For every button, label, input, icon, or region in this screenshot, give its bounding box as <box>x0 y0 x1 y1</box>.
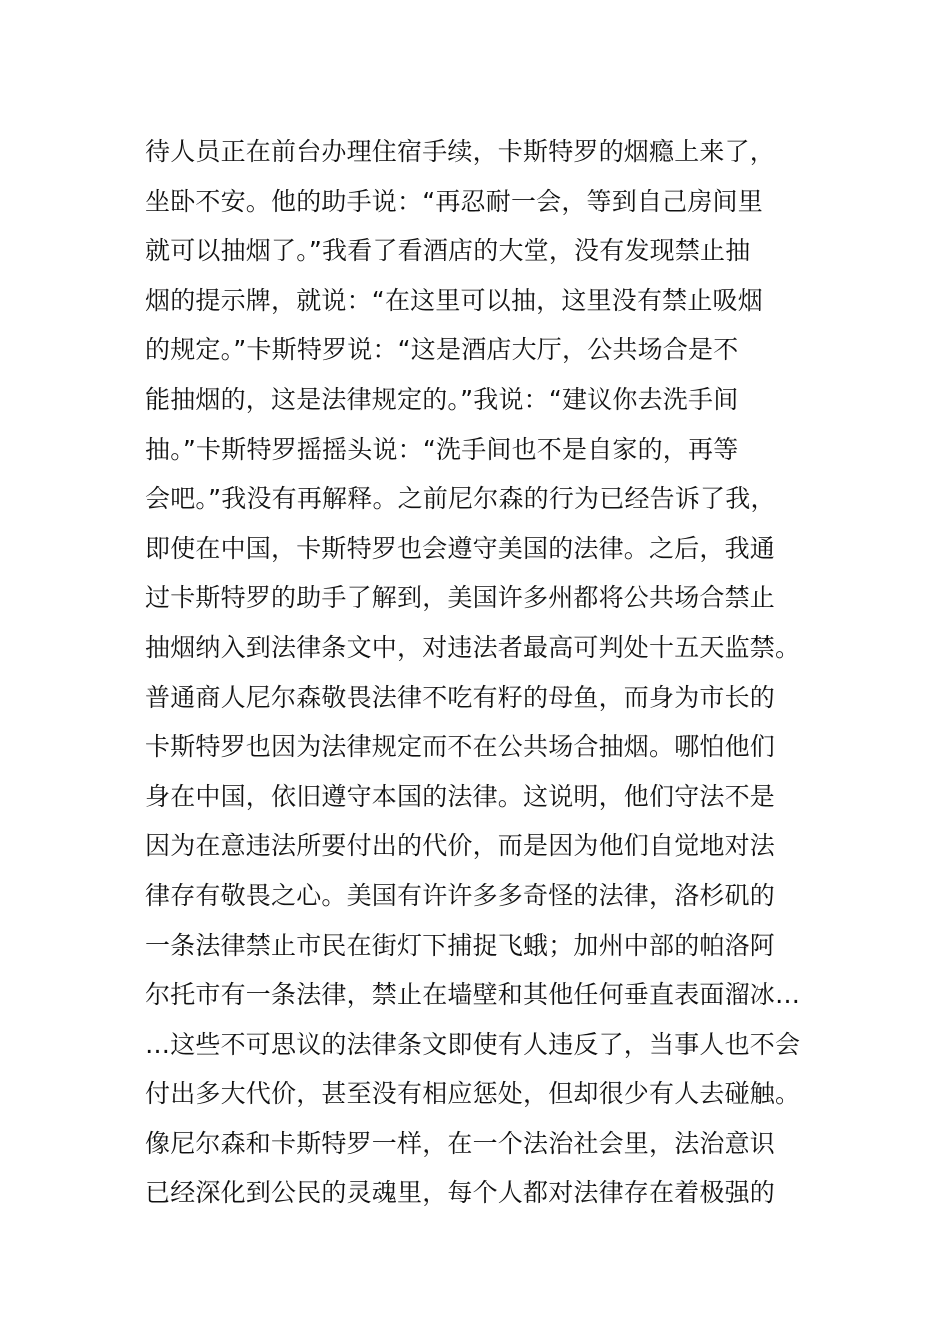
text-line: 身在中国，依旧遵守本国的法律。这说明，他们守法不是 <box>145 781 776 811</box>
text-line: 即使在中国，卡斯特罗也会遵守美国的法律。之后，我通 <box>145 533 776 563</box>
text-line: 像尼尔森和卡斯特罗一样，在一个法治社会里，法治意识 <box>145 1128 776 1158</box>
text-line: 能抽烟的，这是法律规定的。”我说：“建议你去洗手间 <box>145 384 739 414</box>
text-line: …这些不可思议的法律条文即使有人违反了，当事人也不会 <box>145 1029 801 1059</box>
text-line: 律存有敬畏之心。美国有许许多多奇怪的法律，洛杉矶的 <box>145 880 776 910</box>
text-line: 付出多大代价，甚至没有相应惩处，但却很少有人去碰触。 <box>145 1079 801 1109</box>
text-line: 卡斯特罗也因为法律规定而不在公共场合抽烟。哪怕他们 <box>145 732 776 762</box>
text-line: 烟的提示牌，就说：“在这里可以抽，这里没有禁止吸烟 <box>145 285 763 315</box>
text-line: 过卡斯特罗的助手了解到，美国许多州都将公共场合禁止 <box>145 583 776 613</box>
text-line: 已经深化到公民的灵魂里，每个人都对法律存在着极强的 <box>145 1178 776 1208</box>
text-line: 坐卧不安。他的助手说：“再忍耐一会，等到自己房间里 <box>145 186 763 216</box>
text-line: 待人员正在前台办理住宿手续，卡斯特罗的烟瘾上来了， <box>145 137 776 166</box>
text-line: 一条法律禁止市民在街灯下捕捉飞蛾；加州中部的帕洛阿 <box>145 930 776 960</box>
text-line: 会吧。”我没有再解释。之前尼尔森的行为已经告诉了我， <box>145 484 776 514</box>
text-line: 抽烟纳入到法律条文中，对违法者最高可判处十五天监禁。 <box>145 632 801 662</box>
text-line: 的规定。”卡斯特罗说：“这是酒店大厅，公共场合是不 <box>145 335 739 365</box>
body-text <box>145 127 825 1218</box>
text-line: 普通商人尼尔森敬畏法律不吃有籽的母鱼，而身为市长的 <box>145 682 776 712</box>
text-line: 抽。”卡斯特罗摇摇头说：“洗手间也不是自家的，再等 <box>145 434 739 464</box>
text-line: 就可以抽烟了。”我看了看酒店的大堂，没有发现禁止抽 <box>145 236 751 266</box>
text-line: 因为在意违法所要付出的代价，而是因为他们自觉地对法 <box>145 831 776 861</box>
text-line: 尔托市有一条法律，禁止在墙壁和其他任何垂直表面溜冰… <box>145 980 801 1010</box>
